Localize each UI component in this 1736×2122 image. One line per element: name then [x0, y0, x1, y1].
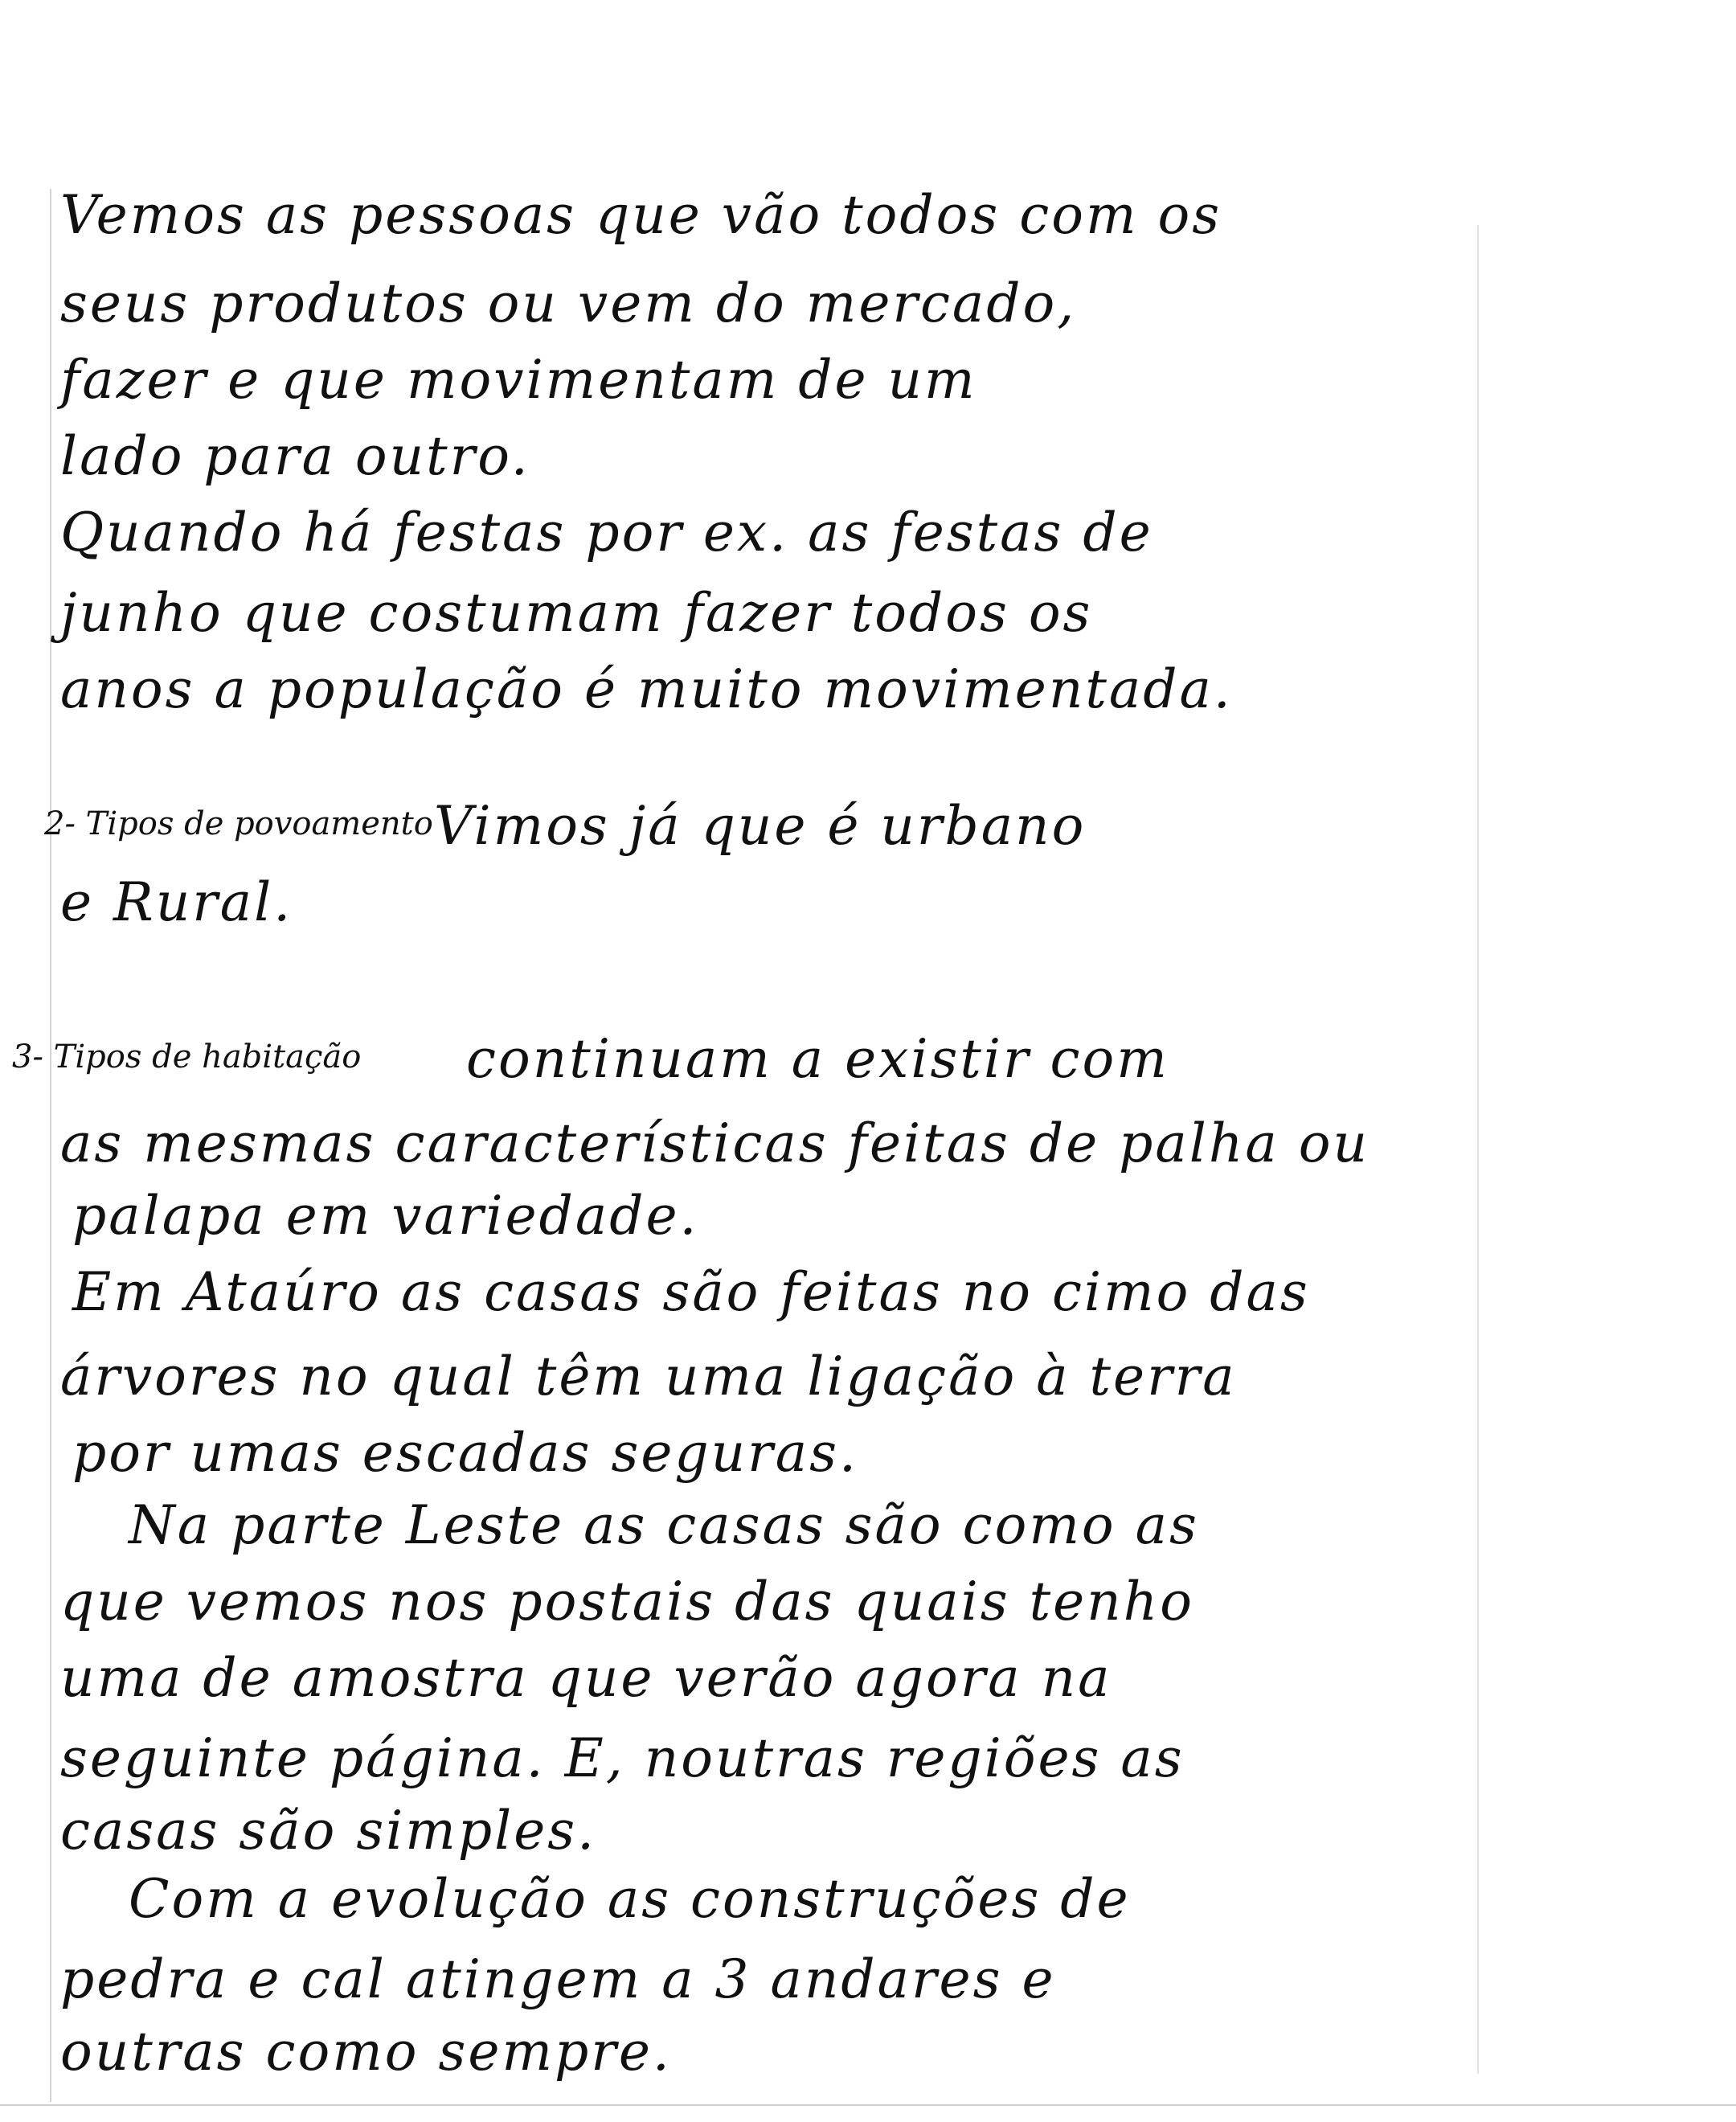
- scan-edge-left: [50, 189, 51, 2102]
- text-line: casas são simples.: [60, 1800, 597, 1862]
- text-line: que vemos nos postais das quais tenho: [60, 1571, 1194, 1632]
- text-line: outras como sempre.: [60, 2021, 672, 2083]
- text-line: junho que costumam fazer todos os: [60, 582, 1093, 644]
- text-line: árvores no qual têm uma ligação à terra: [60, 1346, 1237, 1407]
- text-line: lado para outro.: [60, 425, 530, 487]
- section-heading: 3- Tipos de habitação: [12, 1038, 362, 1075]
- text-line: anos a população é muito movimentada.: [60, 658, 1233, 720]
- text-line: Vimos já que é urbano: [434, 795, 1087, 857]
- text-line: uma de amostra que verão agora na: [60, 1647, 1112, 1709]
- text-line: Quando há festas por ex. as festas de: [60, 502, 1153, 563]
- text-line: palapa em variedade.: [72, 1185, 699, 1247]
- text-line: continuam a existir com: [466, 1028, 1169, 1090]
- text-line: Na parte Leste as casas são como as: [129, 1494, 1199, 1556]
- text-line: Com a evolução as construções de: [129, 1868, 1131, 1930]
- text-line: e Rural.: [60, 871, 293, 933]
- section-heading: 2- Tipos de povoamento: [44, 805, 433, 842]
- scan-edge-right: [1477, 225, 1479, 2074]
- scan-edge-bottom: [0, 2104, 1736, 2106]
- text-line: as mesmas características feitas de palha ou: [60, 1112, 1370, 1174]
- text-line: seguinte página. E, noutras regiões as: [60, 1727, 1185, 1789]
- text-line: seus produtos ou vem do mercado,: [60, 272, 1077, 334]
- text-line: fazer e que movimentam de um: [60, 349, 977, 411]
- text-line: Vemos as pessoas que vão todos com os: [60, 184, 1222, 246]
- text-line: pedra e cal atingem a 3 andares e: [60, 1948, 1056, 2010]
- text-line: Em Ataúro as casas são feitas no cimo das: [72, 1261, 1310, 1323]
- text-line: por umas escadas seguras.: [72, 1422, 858, 1484]
